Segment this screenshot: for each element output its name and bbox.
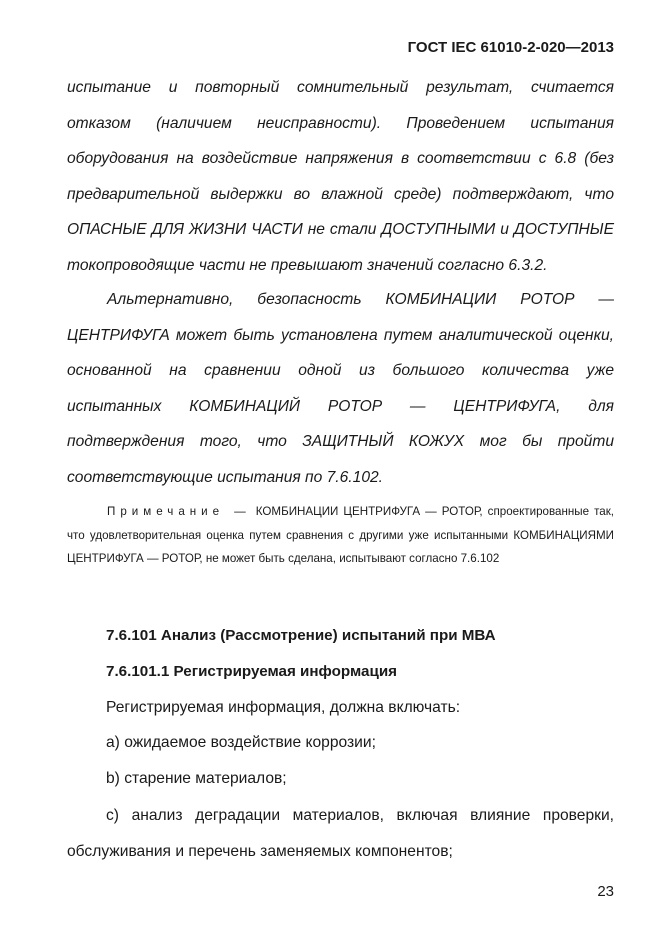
page-number: 23 [597,883,614,900]
list-item-c: c) анализ деградации материалов, включая влияние проверки, обслуживания и перечень заменяемых компонентов; [67,807,614,860]
intro-text: Регистрируемая информация, должна включать: [106,699,461,716]
paragraph-alternative: Альтернативно, безопасность КОМБИНАЦИИ РОТОР — ЦЕНТРИФУГА может быть установлена путем аналитической оценки, основанной на сравнении одной из большого количества уже испытанных КОМБИНАЦИЙ РОТОР — ЦЕНТРИФУГА, для подтверждения того, что ЗАЩИТНЫЙ КОЖУХ мог бы пройти соответствующие испытания по 7.6.102. [67,291,614,486]
note-label: Примечание — [107,505,251,518]
paragraph-continuation: испытание и повторный сомнительный результат, считается отказом (наличием неисправности). Проведением испытания оборудования на воздействие напряжения в соответствии с 6.8 (без предварительной выдержки во влажной среде) подтверждают, что ОПАСНЫЕ ДЛЯ ЖИЗНИ ЧАСТИ не стали ДОСТУПНЫМИ и ДОСТУПНЫЕ токопроводящие части не превышают значений согласно 6.3.2. [67,79,614,274]
section-heading: 7.6.101 Анализ (Рассмотрение) испытаний при МВА [106,627,496,644]
list-item-b: b) старение материалов; [106,770,287,787]
note-text: КОМБИНАЦИИ ЦЕНТРИФУГА — РОТОР, спроектированные так, что удовлетворительная оценка путем сравнения с другими уже испытанными КОМБИНАЦИЯМИ ЦЕНТРИФУГА — РОТОР, не может быть сделана, испытывают согласно 7.6.102 [67,505,615,565]
subsection-heading: 7.6.101.1 Регистрируемая информация [106,663,398,680]
note-paragraph [67,500,614,571]
document-header: ГОСТ IEC 61010-2-020—2013 [407,39,614,56]
list-item-a: a) ожидаемое воздействие коррозии; [106,734,376,751]
